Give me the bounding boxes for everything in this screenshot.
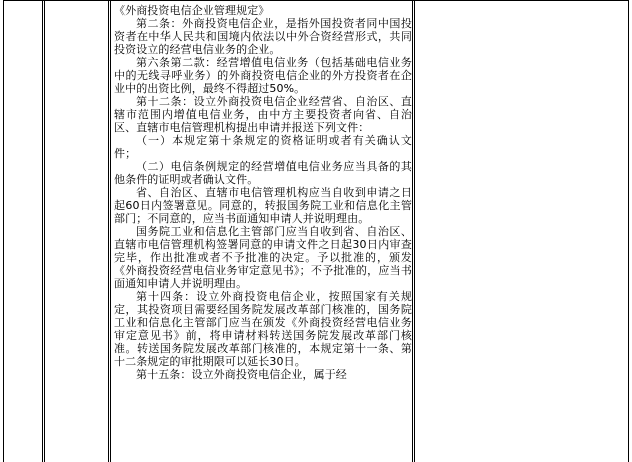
article-12-item-2: （二）电信条例规定的经营增值电信业务应当具备的其他条件的证明或者确认文件。 (114, 160, 412, 186)
table-divider (44, 0, 45, 462)
article-12-ministry-review: 国务院工业和信息化主管部门应当自收到省、自治区、直辖市电信管理机构签署同意的申请文件之日起30日内审查完毕，作出批准或者不予批准的决定。予以批准的，颁发《外商投资经营电信业务审定意见书》；不予批准的，应当书面通知申请人并说明理由。 (114, 225, 412, 290)
table-divider (42, 0, 43, 462)
regulation-text-cell (114, 4, 412, 462)
table-divider (108, 0, 109, 462)
table-border-left (3, 0, 4, 462)
article-15-paragraph: 第十五条：设立外商投资电信企业，属于经 (136, 368, 347, 381)
table-border-top (3, 0, 629, 1)
table-divider (412, 0, 413, 462)
article-2-paragraph: 第二条：外商投资电信企业，是指外国投资者同中国投资者在中华人民共和国境内依法以中外合资经营形式，共同投资设立的经营电信业务的企业。 (114, 17, 412, 56)
table-divider (110, 0, 111, 462)
article-12-paragraph: 第十二条：设立外商投资电信企业经营省、自治区、直辖市范围内增值电信业务，由中方主要投资者向省、自治区、直辖市电信管理机构提出申请并报送下列文件： (114, 95, 412, 134)
article-12-item-1: （一）本规定第十条规定的资格证明或者有关确认文件； (114, 134, 412, 160)
table-border-right (628, 0, 629, 462)
article-12-provincial-review: 省、自治区、直辖市电信管理机构应当自收到申请之日起60日内签署意见。同意的，转报国务院工业和信息化主管部门；不同意的，应当书面通知申请人并说明理由。 (114, 186, 412, 225)
document-title: 《外商投资电信企业管理规定》 (114, 4, 270, 17)
article-14-paragraph: 第十四条：设立外商投资电信企业，按照国家有关规定，其投资项目需要经国务院发展改革部门核准的，国务院工业和信息化主管部门应当在颁发《外商投资经营电信业务审定意见书》前，将申请材料转送国务院发展改革部门核准。转送国务院发展改革部门核准的，本规定第十一条、第十二条规定的审批期限可以延长30日。 (114, 290, 412, 368)
table-divider (414, 0, 415, 462)
article-6-paragraph: 第六条第二款：经营增值电信业务（包括基础电信业务中的无线寻呼业务）的外商投资电信企业的外方投资者在企业中的出资比例，最终不得超过50%。 (114, 56, 412, 95)
